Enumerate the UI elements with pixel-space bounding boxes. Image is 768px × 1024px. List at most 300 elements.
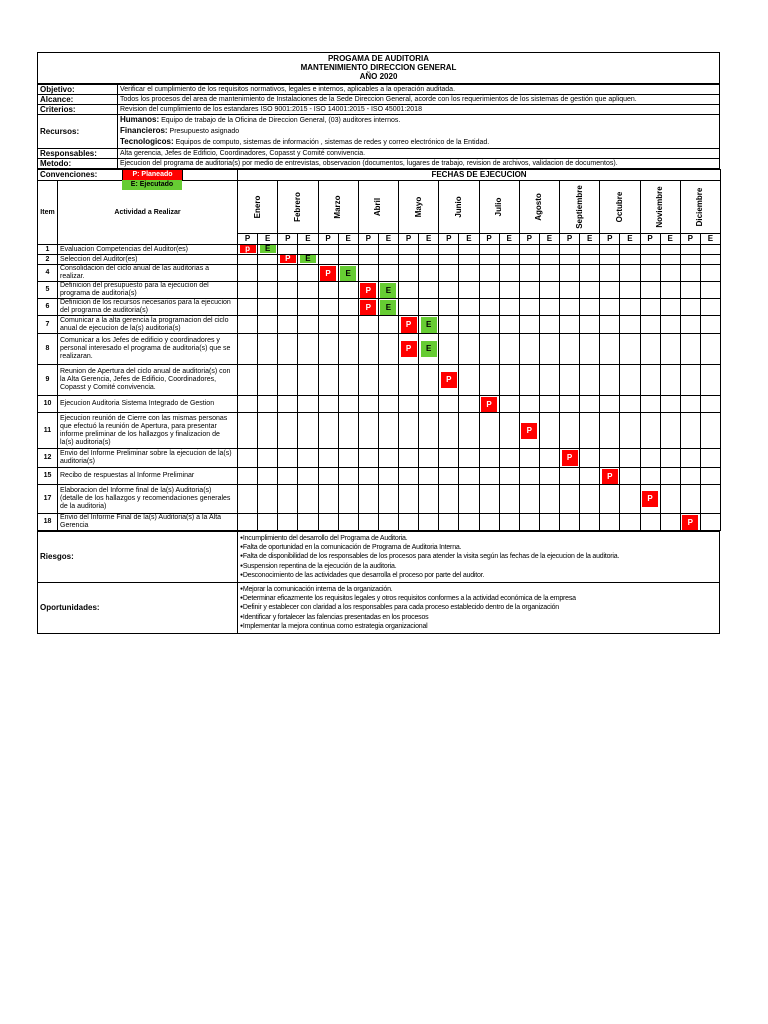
schedule-cell: [358, 365, 378, 396]
riesgos-item: ● Falta de disponibilidad de los responsables de los procesos para atender la visita según las fechas de la ejecucion de la auditoria.: [240, 552, 717, 561]
schedule-cell: [660, 396, 680, 413]
schedule-cell: [519, 396, 539, 413]
table-row: [38, 316, 721, 334]
objetivo-text: Verificar el cumplimiento de los requisitos normativos, legales e internos, aplicables a la operación auditada.: [118, 85, 720, 95]
planned-mark: P: [642, 491, 658, 507]
schedule-cell: [620, 265, 640, 282]
schedule-cell: [419, 365, 439, 396]
schedule-cell: [278, 449, 298, 468]
schedule-cell: [660, 282, 680, 299]
schedule-cell: [399, 334, 419, 365]
objetivo-label: Objetivo:: [38, 85, 118, 95]
executed-mark: E: [421, 341, 437, 357]
fechas-header: FECHAS DE EJECUCION: [238, 170, 721, 181]
month-header: [278, 181, 318, 234]
schedule-cell: [419, 413, 439, 449]
schedule-cell: [620, 413, 640, 449]
schedule-cell: [479, 334, 499, 365]
oportunidades-cell: [238, 583, 720, 634]
e-header: E: [459, 234, 479, 245]
schedule-cell: [499, 299, 519, 316]
activity-text: Reunion de Apertura del ciclo anual de auditoria(s) con la Alta Gerencia, Jefes de Edificio, Coordinadores, Copasst y Comité convivencia.: [58, 365, 238, 396]
schedule-cell: [640, 413, 660, 449]
schedule-cell: [519, 449, 539, 468]
schedule-cell: [640, 299, 660, 316]
schedule-cell: [358, 449, 378, 468]
schedule-cell: [278, 265, 298, 282]
activity-text: Ejecucion Auditoria Sistema Integrado de Gestion: [58, 396, 238, 413]
schedule-cell: [419, 514, 439, 531]
month-header: [318, 181, 358, 234]
schedule-cell: [519, 468, 539, 485]
planned-mark: P: [562, 450, 578, 466]
schedule-cell: [580, 316, 600, 334]
schedule-cell: [258, 413, 278, 449]
schedule-cell: [600, 299, 620, 316]
schedule-cell: [419, 282, 439, 299]
schedule-cell: [358, 514, 378, 531]
item-number: 9: [38, 365, 58, 396]
oportunidades-list: [240, 585, 717, 631]
schedule-cell: [660, 299, 680, 316]
schedule-cell: [700, 265, 720, 282]
schedule-cell: [640, 468, 660, 485]
title-line-2: MANTENIMIENTO DIRECCION GENERAL: [300, 63, 457, 72]
table-row: [38, 396, 721, 413]
legend-executed: E: Ejecutado: [122, 180, 182, 190]
schedule-cell: [700, 365, 720, 396]
planned-mark: P: [280, 255, 296, 263]
schedule-cell: [258, 485, 278, 514]
criterios-text: Revision del cumplimiento de los estandares ISO 9001:2015 - ISO 14001:2015 - ISO 45001:2018: [118, 105, 720, 115]
schedule-cell: [499, 396, 519, 413]
schedule-cell: [680, 365, 700, 396]
convenciones-label: [38, 170, 238, 188]
schedule-cell: [580, 468, 600, 485]
schedule-cell: [519, 255, 539, 265]
schedule-cell: [298, 334, 318, 365]
planned-mark: P: [401, 341, 417, 357]
month-label: Enero: [252, 195, 262, 219]
schedule-cell: [419, 449, 439, 468]
schedule-cell: [358, 255, 378, 265]
schedule-cell: [640, 514, 660, 531]
e-header: E: [499, 234, 519, 245]
schedule-cell: [459, 282, 479, 299]
schedule-cell: [660, 413, 680, 449]
p-header: P: [560, 234, 580, 245]
activity-text: Evaluacion Competencias del Auditor(es): [58, 245, 238, 255]
schedule-cell: [278, 365, 298, 396]
schedule-cell: [539, 265, 559, 282]
p-header: P: [278, 234, 298, 245]
schedule-cell: [499, 265, 519, 282]
p-header: P: [238, 234, 258, 245]
schedule-cell: [419, 334, 439, 365]
schedule-cell: [238, 334, 258, 365]
executed-mark: E: [300, 255, 316, 263]
recursos-cell: [118, 115, 720, 149]
schedule-cell: [419, 316, 439, 334]
schedule-cell: [560, 245, 580, 255]
month-header: [680, 181, 720, 234]
planned-mark: P: [602, 469, 618, 484]
schedule-cell: [419, 396, 439, 413]
schedule-cell: [620, 396, 640, 413]
schedule-cell: [238, 265, 258, 282]
humanos-text: Equipo de trabajo de la Oficina de Direccion General, (03) auditores internos.: [161, 117, 401, 124]
legend-planned: P: Planeado: [122, 170, 183, 180]
schedule-cell: [560, 514, 580, 531]
schedule-cell: [258, 514, 278, 531]
table-row: [38, 282, 721, 299]
schedule-cell: [700, 514, 720, 531]
schedule-cell: [459, 396, 479, 413]
activity-text: Ejecucion reunión de Cierre con las mismas personas que efectuó la reunión de Apertura, para presentar informe preliminar de los hallazgos y finalizacion de la(s) auditoria(s): [58, 413, 238, 449]
schedule-cell: [479, 485, 499, 514]
recursos-label: Recursos:: [38, 115, 118, 149]
schedule-cell: [439, 396, 459, 413]
e-header: E: [298, 234, 318, 245]
item-number: 10: [38, 396, 58, 413]
convenciones-label-text: Convenciones:: [40, 170, 98, 179]
activity-text: Definicion de los recursos necesarios para la ejecucion del programa de auditoria(s): [58, 299, 238, 316]
schedule-cell: [378, 255, 398, 265]
schedule-cell: [519, 316, 539, 334]
schedule-cell: [358, 265, 378, 282]
schedule-cell: [620, 299, 640, 316]
month-label: Julio: [494, 197, 504, 217]
schedule-cell: [459, 334, 479, 365]
schedule-cell: [338, 449, 358, 468]
schedule-cell: [298, 413, 318, 449]
schedule-cell: [258, 316, 278, 334]
schedule-cell: [499, 514, 519, 531]
schedule-cell: [600, 245, 620, 255]
schedule-cell: [278, 255, 298, 265]
schedule-cell: [318, 316, 338, 334]
schedule-cell: [600, 316, 620, 334]
schedule-cell: [439, 334, 459, 365]
schedule-cell: [399, 468, 419, 485]
schedule-cell: [459, 316, 479, 334]
schedule-cell: [660, 334, 680, 365]
metodo-label: Metodo:: [38, 159, 118, 169]
schedule-cell: [479, 396, 499, 413]
schedule-cell: [238, 413, 258, 449]
item-number: 11: [38, 413, 58, 449]
month-header: [238, 181, 278, 234]
schedule-cell: [399, 485, 419, 514]
p-header: P: [318, 234, 338, 245]
schedule-cell: [539, 255, 559, 265]
schedule-cell: [560, 334, 580, 365]
schedule-cell: [318, 334, 338, 365]
schedule-cell: [338, 485, 358, 514]
schedule-cell: [600, 365, 620, 396]
schedule-cell: [560, 485, 580, 514]
schedule-cell: [439, 365, 459, 396]
schedule-cell: [238, 396, 258, 413]
alcance-label: Alcance:: [38, 95, 118, 105]
schedule-cell: [499, 334, 519, 365]
p-header: P: [479, 234, 499, 245]
schedule-cell: [640, 365, 660, 396]
e-header: E: [419, 234, 439, 245]
item-number: 6: [38, 299, 58, 316]
table-row: [38, 485, 721, 514]
schedule-cell: [539, 282, 559, 299]
schedule-cell: [318, 413, 338, 449]
schedule-cell: [479, 514, 499, 531]
schedule-cell: [580, 334, 600, 365]
schedule-cell: [459, 413, 479, 449]
schedule-cell: [378, 334, 398, 365]
oportunidades-item: ● Implementar la mejora continua como estrategia organizacional: [240, 622, 717, 631]
schedule-cell: [580, 245, 600, 255]
schedule-cell: [298, 468, 318, 485]
month-header: [358, 181, 398, 234]
month-label: Septiembre: [574, 185, 584, 229]
schedule-cell: [560, 265, 580, 282]
schedule-cell: [560, 255, 580, 265]
table-row: [38, 514, 721, 531]
schedule-cell: [258, 334, 278, 365]
schedule-cell: [620, 514, 640, 531]
schedule-cell: [700, 282, 720, 299]
schedule-cell: [700, 255, 720, 265]
month-label: Junio: [453, 196, 463, 218]
item-number: 8: [38, 334, 58, 365]
schedule-cell: [378, 265, 398, 282]
metodo-text: Ejecucion del programa de auditoria(s) por medio de entrevistas, observacion (documentos, lugares de trabajo, revision de archivos, validacion de documentos).: [118, 159, 720, 169]
table-row: [38, 334, 721, 365]
schedule-cell: [298, 255, 318, 265]
schedule-cell: [358, 282, 378, 299]
schedule-cell: [258, 245, 278, 255]
oportunidades-item: ● Definir y establecer con claridad a los responsables para cada proceso establecido dentro de la organización: [240, 603, 717, 612]
schedule-cell: [600, 413, 620, 449]
planned-mark: P: [521, 423, 537, 439]
schedule-cell: [278, 299, 298, 316]
schedule-cell: [600, 485, 620, 514]
schedule-cell: [700, 449, 720, 468]
schedule-cell: [238, 365, 258, 396]
schedule-cell: [399, 299, 419, 316]
schedule-cell: [238, 514, 258, 531]
planned-mark: P: [401, 317, 417, 333]
schedule-cell: [660, 265, 680, 282]
schedule-cell: [378, 413, 398, 449]
month-header: [439, 181, 479, 234]
schedule-cell: [640, 245, 660, 255]
schedule-cell: [600, 396, 620, 413]
schedule-cell: [358, 299, 378, 316]
schedule-cell: [640, 449, 660, 468]
schedule-cell: [560, 365, 580, 396]
schedule-cell: [499, 413, 519, 449]
schedule-cell: [680, 316, 700, 334]
month-label: Diciembre: [695, 187, 705, 227]
schedule-cell: [560, 299, 580, 316]
schedule-cell: [318, 449, 338, 468]
table-row: [38, 299, 721, 316]
schedule-cell: [640, 265, 660, 282]
schedule-cell: [238, 282, 258, 299]
schedule-cell: [298, 365, 318, 396]
schedule-cell: [378, 282, 398, 299]
schedule-cell: [580, 299, 600, 316]
schedule-cell: [680, 265, 700, 282]
schedule-cell: [358, 468, 378, 485]
schedule-cell: [278, 334, 298, 365]
schedule-cell: [318, 282, 338, 299]
schedule-cell: [358, 485, 378, 514]
schedule-cell: [378, 485, 398, 514]
schedule-cell: [539, 485, 559, 514]
financieros-text: Presupuesto asignado: [169, 128, 240, 135]
schedule-cell: [238, 245, 258, 255]
schedule-cell: [479, 316, 499, 334]
schedule-cell: [278, 468, 298, 485]
schedule-cell: [539, 514, 559, 531]
schedule-cell: [519, 334, 539, 365]
schedule-cell: [378, 299, 398, 316]
e-header: E: [620, 234, 640, 245]
activity-text: Envio del Informe Preliminar sobre la ejecucion de la(s) auditoria(s): [58, 449, 238, 468]
convenciones-legend: [122, 170, 237, 190]
schedule-cell: [338, 468, 358, 485]
schedule-cell: [640, 255, 660, 265]
schedule-cell: [399, 255, 419, 265]
schedule-cell: [700, 485, 720, 514]
month-label: Agosto: [534, 193, 544, 221]
schedule-cell: [680, 449, 700, 468]
humanos-label: Humanos:: [120, 115, 160, 124]
schedule-cell: [519, 485, 539, 514]
schedule-cell: [600, 468, 620, 485]
schedule-cell: [499, 282, 519, 299]
schedule-cell: [680, 255, 700, 265]
schedule-cell: [700, 468, 720, 485]
schedule-cell: [459, 299, 479, 316]
e-header: E: [338, 234, 358, 245]
schedule-cell: [539, 365, 559, 396]
schedule-cell: [459, 485, 479, 514]
schedule-cell: [620, 485, 640, 514]
schedule-cell: [258, 299, 278, 316]
schedule-cell: [399, 245, 419, 255]
schedule-cell: [439, 282, 459, 299]
table-row: [38, 413, 721, 449]
schedule-cell: [560, 449, 580, 468]
schedule-cell: [358, 334, 378, 365]
schedule-cell: [459, 514, 479, 531]
schedule-cell: [680, 245, 700, 255]
schedule-cell: [399, 365, 419, 396]
schedule-cell: [519, 245, 539, 255]
item-number: 18: [38, 514, 58, 531]
schedule-cell: [338, 265, 358, 282]
schedule-cell: [338, 514, 358, 531]
schedule-cell: [459, 449, 479, 468]
info-table: [37, 84, 720, 169]
schedule-cell: [298, 514, 318, 531]
schedule-cell: [519, 413, 539, 449]
schedule-cell: [298, 449, 318, 468]
schedule-cell: [419, 245, 439, 255]
schedule-cell: [419, 299, 439, 316]
schedule-cell: [419, 265, 439, 282]
schedule-cell: [378, 468, 398, 485]
schedule-cell: [580, 396, 600, 413]
schedule-cell: [459, 245, 479, 255]
schedule-cell: [298, 316, 318, 334]
schedule-cell: [499, 468, 519, 485]
schedule-cell: [539, 396, 559, 413]
schedule-cell: [600, 449, 620, 468]
schedule-cell: [700, 396, 720, 413]
activity-text: Recibo de respuestas al Informe Preliminar: [58, 468, 238, 485]
item-header: Item: [38, 181, 58, 245]
schedule-cell: [479, 365, 499, 396]
schedule-cell: [499, 449, 519, 468]
schedule-cell: [660, 255, 680, 265]
schedule-cell: [660, 316, 680, 334]
schedule-cell: [318, 485, 338, 514]
schedule-cell: [479, 299, 499, 316]
planned-mark: P: [481, 397, 497, 412]
schedule-cell: [660, 485, 680, 514]
oportunidades-item: ● Identificar y fortalecer las falencias presentadas en los procesos: [240, 613, 717, 622]
schedule-cell: [640, 282, 660, 299]
schedule-cell: [439, 449, 459, 468]
table-row: [38, 468, 721, 485]
table-row: [38, 255, 721, 265]
month-label: Abril: [373, 197, 383, 217]
executed-mark: E: [260, 245, 276, 253]
alcance-text: Todos los procesos del area de mantenimiento de Instalaciones de la Sede Direccion General, acorde con los requerimientos de los sistemas de gestión que apliquen.: [118, 95, 720, 105]
schedule-cell: [640, 316, 660, 334]
schedule-cell: [539, 449, 559, 468]
month-label: Marzo: [333, 195, 343, 219]
schedule-cell: [479, 413, 499, 449]
schedule-cell: [378, 316, 398, 334]
e-header: E: [580, 234, 600, 245]
schedule-cell: [298, 265, 318, 282]
schedule-cell: [399, 514, 419, 531]
schedule-cell: [338, 413, 358, 449]
item-number: 2: [38, 255, 58, 265]
schedule-cell: [459, 468, 479, 485]
responsables-label: Responsables:: [38, 149, 118, 159]
schedule-cell: [620, 365, 640, 396]
schedule-cell: [640, 334, 660, 365]
activity-text: Envio del Informe Final de la(s) Auditoria(s) a la Alta Gerencia: [58, 514, 238, 531]
schedule-cell: [680, 468, 700, 485]
schedule-cell: [640, 485, 660, 514]
schedule-cell: [580, 514, 600, 531]
title-line-3: AÑO 2020: [359, 72, 398, 81]
schedule-cell: [439, 413, 459, 449]
schedule-cell: [560, 413, 580, 449]
month-header: [479, 181, 519, 234]
month-label: Octubre: [614, 191, 624, 223]
schedule-cell: [378, 514, 398, 531]
schedule-cell: [338, 396, 358, 413]
schedule-cell: [560, 468, 580, 485]
schedule-cell: [439, 468, 459, 485]
